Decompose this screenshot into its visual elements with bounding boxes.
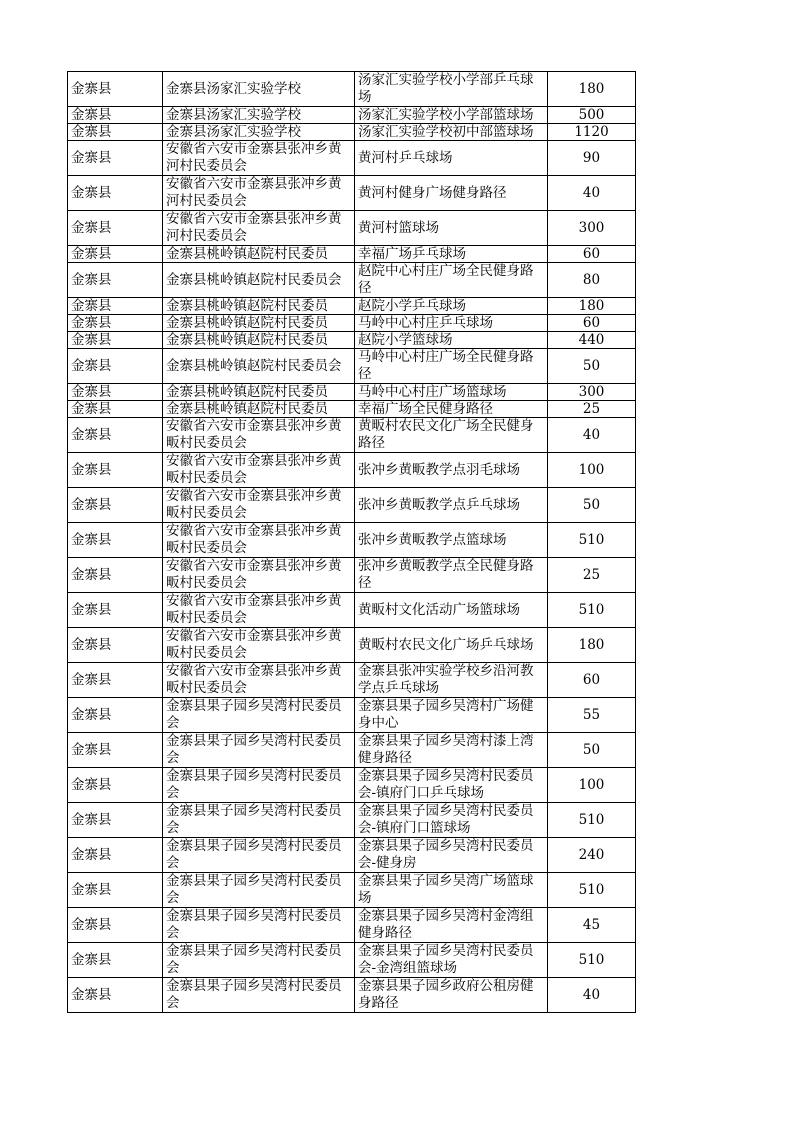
county-cell: 金寨县 bbox=[68, 628, 163, 663]
table-row bbox=[68, 315, 636, 332]
county-cell: 金寨县 bbox=[68, 908, 163, 943]
facility-table bbox=[67, 71, 636, 1013]
facility-cell: 黄河村篮球场 bbox=[355, 211, 548, 246]
table-row bbox=[68, 401, 636, 418]
county-cell: 金寨县 bbox=[68, 246, 163, 263]
table-row bbox=[68, 838, 636, 873]
county-cell: 金寨县 bbox=[68, 418, 163, 453]
organization-cell: 金寨县果子园乡吴湾村民委员会 bbox=[163, 733, 355, 768]
table-row bbox=[68, 141, 636, 176]
table-row bbox=[68, 349, 636, 384]
facility-cell: 金寨县果子园乡吴湾村漆上湾健身路径 bbox=[355, 733, 548, 768]
table-row bbox=[68, 768, 636, 803]
area-cell: 50 bbox=[548, 349, 636, 384]
table-row bbox=[68, 663, 636, 698]
organization-cell: 金寨县桃岭镇赵院村民委员会 bbox=[163, 263, 355, 298]
county-cell: 金寨县 bbox=[68, 488, 163, 523]
facility-cell: 金寨县果子园乡吴湾村民委员会-镇府门口乒乓球场 bbox=[355, 768, 548, 803]
county-cell: 金寨县 bbox=[68, 838, 163, 873]
county-cell: 金寨县 bbox=[68, 768, 163, 803]
table-row bbox=[68, 873, 636, 908]
facility-cell: 张冲乡黄畈教学点乒乓球场 bbox=[355, 488, 548, 523]
organization-cell: 金寨县桃岭镇赵院村民委员 bbox=[163, 401, 355, 418]
organization-cell: 金寨县果子园乡吴湾村民委员会 bbox=[163, 838, 355, 873]
facility-cell: 张冲乡黄畈教学点篮球场 bbox=[355, 523, 548, 558]
table-row bbox=[68, 523, 636, 558]
facility-cell: 黄畈村农民文化广场全民健身路径 bbox=[355, 418, 548, 453]
county-cell: 金寨县 bbox=[68, 315, 163, 332]
facility-cell: 金寨县果子园乡吴湾村民委员会-镇府门口篮球场 bbox=[355, 803, 548, 838]
table-row bbox=[68, 803, 636, 838]
facility-cell: 黄畈村文化活动广场篮球场 bbox=[355, 593, 548, 628]
facility-cell: 张冲乡黄畈教学点全民健身路径 bbox=[355, 558, 548, 593]
area-cell: 50 bbox=[548, 488, 636, 523]
organization-cell: 金寨县果子园乡吴湾村民委员会 bbox=[163, 768, 355, 803]
table-row bbox=[68, 263, 636, 298]
county-cell: 金寨县 bbox=[68, 124, 163, 141]
facility-cell: 马岭中心村庄广场全民健身路径 bbox=[355, 349, 548, 384]
county-cell: 金寨县 bbox=[68, 384, 163, 401]
organization-cell: 金寨县果子园乡吴湾村民委员会 bbox=[163, 908, 355, 943]
facility-cell: 金寨县张冲实验学校乡沿河教学点乒乓球场 bbox=[355, 663, 548, 698]
organization-cell: 安徽省六安市金寨县张冲乡黄畈村民委员会 bbox=[163, 593, 355, 628]
table-body bbox=[68, 72, 636, 1013]
area-cell: 55 bbox=[548, 698, 636, 733]
county-cell: 金寨县 bbox=[68, 72, 163, 107]
organization-cell: 金寨县果子园乡吴湾村民委员会 bbox=[163, 943, 355, 978]
facility-cell: 赵院小学乒乓球场 bbox=[355, 298, 548, 315]
county-cell: 金寨县 bbox=[68, 141, 163, 176]
table-row bbox=[68, 298, 636, 315]
facility-cell: 赵院小学篮球场 bbox=[355, 332, 548, 349]
table-row bbox=[68, 107, 636, 124]
facility-cell: 黄河村健身广场健身路径 bbox=[355, 176, 548, 211]
area-cell: 100 bbox=[548, 453, 636, 488]
facility-cell: 汤家汇实验学校小学部乒乓球场 bbox=[355, 72, 548, 107]
county-cell: 金寨县 bbox=[68, 107, 163, 124]
county-cell: 金寨县 bbox=[68, 978, 163, 1013]
facility-cell: 黄河村乒乓球场 bbox=[355, 141, 548, 176]
organization-cell: 安徽省六安市金寨县张冲乡黄畈村民委员会 bbox=[163, 453, 355, 488]
area-cell: 90 bbox=[548, 141, 636, 176]
facility-cell: 汤家汇实验学校初中部篮球场 bbox=[355, 124, 548, 141]
facility-cell: 金寨县果子园乡吴湾村金湾组健身路径 bbox=[355, 908, 548, 943]
table-row bbox=[68, 246, 636, 263]
facility-cell: 金寨县果子园乡吴湾村民委员会-健身房 bbox=[355, 838, 548, 873]
facility-cell: 金寨县果子园乡吴湾村民委员会-金湾组篮球场 bbox=[355, 943, 548, 978]
area-cell: 40 bbox=[548, 176, 636, 211]
facility-cell: 幸福广场乒乓球场 bbox=[355, 246, 548, 263]
area-cell: 300 bbox=[548, 211, 636, 246]
facility-cell: 金寨县果子园乡政府公租房健身路径 bbox=[355, 978, 548, 1013]
table-row bbox=[68, 384, 636, 401]
area-cell: 60 bbox=[548, 315, 636, 332]
organization-cell: 金寨县果子园乡吴湾村民委员会 bbox=[163, 803, 355, 838]
area-cell: 510 bbox=[548, 943, 636, 978]
table-row bbox=[68, 332, 636, 349]
facility-cell: 马岭中心村庄乒乓球场 bbox=[355, 315, 548, 332]
area-cell: 440 bbox=[548, 332, 636, 349]
county-cell: 金寨县 bbox=[68, 558, 163, 593]
county-cell: 金寨县 bbox=[68, 401, 163, 418]
area-cell: 500 bbox=[548, 107, 636, 124]
facility-cell: 黄畈村农民文化广场乒乓球场 bbox=[355, 628, 548, 663]
area-cell: 180 bbox=[548, 298, 636, 315]
area-cell: 180 bbox=[548, 72, 636, 107]
facility-cell: 张冲乡黄畈教学点羽毛球场 bbox=[355, 453, 548, 488]
table-row bbox=[68, 176, 636, 211]
facility-cell: 金寨县果子园乡吴湾村广场健身中心 bbox=[355, 698, 548, 733]
county-cell: 金寨县 bbox=[68, 943, 163, 978]
area-cell: 25 bbox=[548, 401, 636, 418]
area-cell: 510 bbox=[548, 593, 636, 628]
table-row bbox=[68, 943, 636, 978]
table-row bbox=[68, 558, 636, 593]
county-cell: 金寨县 bbox=[68, 663, 163, 698]
organization-cell: 金寨县桃岭镇赵院村民委员 bbox=[163, 246, 355, 263]
county-cell: 金寨县 bbox=[68, 176, 163, 211]
table-row bbox=[68, 211, 636, 246]
organization-cell: 金寨县桃岭镇赵院村民委员 bbox=[163, 332, 355, 349]
area-cell: 1120 bbox=[548, 124, 636, 141]
county-cell: 金寨县 bbox=[68, 211, 163, 246]
organization-cell: 安徽省六安市金寨县张冲乡黄畈村民委员会 bbox=[163, 523, 355, 558]
organization-cell: 金寨县汤家汇实验学校 bbox=[163, 72, 355, 107]
table-row bbox=[68, 733, 636, 768]
county-cell: 金寨县 bbox=[68, 733, 163, 768]
facility-cell: 汤家汇实验学校小学部篮球场 bbox=[355, 107, 548, 124]
table-row bbox=[68, 124, 636, 141]
county-cell: 金寨县 bbox=[68, 873, 163, 908]
facility-cell: 赵院中心村庄广场全民健身路径 bbox=[355, 263, 548, 298]
organization-cell: 安徽省六安市金寨县张冲乡黄畈村民委员会 bbox=[163, 628, 355, 663]
area-cell: 100 bbox=[548, 768, 636, 803]
organization-cell: 金寨县桃岭镇赵院村民委员 bbox=[163, 384, 355, 401]
facility-cell: 马岭中心村庄广场篮球场 bbox=[355, 384, 548, 401]
table-row bbox=[68, 418, 636, 453]
area-cell: 510 bbox=[548, 523, 636, 558]
area-cell: 40 bbox=[548, 418, 636, 453]
organization-cell: 金寨县汤家汇实验学校 bbox=[163, 124, 355, 141]
organization-cell: 金寨县果子园乡吴湾村民委员会 bbox=[163, 698, 355, 733]
area-cell: 45 bbox=[548, 908, 636, 943]
table-row bbox=[68, 488, 636, 523]
table-row bbox=[68, 908, 636, 943]
county-cell: 金寨县 bbox=[68, 298, 163, 315]
organization-cell: 金寨县桃岭镇赵院村民委员会 bbox=[163, 349, 355, 384]
area-cell: 510 bbox=[548, 873, 636, 908]
area-cell: 80 bbox=[548, 263, 636, 298]
organization-cell: 安徽省六安市金寨县张冲乡黄畈村民委员会 bbox=[163, 663, 355, 698]
county-cell: 金寨县 bbox=[68, 593, 163, 628]
table-row bbox=[68, 978, 636, 1013]
table-row bbox=[68, 628, 636, 663]
area-cell: 25 bbox=[548, 558, 636, 593]
organization-cell: 安徽省六安市金寨县张冲乡黄畈村民委员会 bbox=[163, 558, 355, 593]
table-row bbox=[68, 593, 636, 628]
county-cell: 金寨县 bbox=[68, 698, 163, 733]
organization-cell: 金寨县果子园乡吴湾村民委员会 bbox=[163, 873, 355, 908]
table-row bbox=[68, 72, 636, 107]
area-cell: 40 bbox=[548, 978, 636, 1013]
facility-cell: 金寨县果子园乡吴湾广场篮球场 bbox=[355, 873, 548, 908]
area-cell: 50 bbox=[548, 733, 636, 768]
table-row bbox=[68, 453, 636, 488]
county-cell: 金寨县 bbox=[68, 263, 163, 298]
organization-cell: 金寨县汤家汇实验学校 bbox=[163, 107, 355, 124]
organization-cell: 安徽省六安市金寨县张冲乡黄畈村民委员会 bbox=[163, 418, 355, 453]
table-row bbox=[68, 698, 636, 733]
organization-cell: 金寨县桃岭镇赵院村民委员 bbox=[163, 298, 355, 315]
area-cell: 240 bbox=[548, 838, 636, 873]
county-cell: 金寨县 bbox=[68, 349, 163, 384]
organization-cell: 金寨县果子园乡吴湾村民委员会 bbox=[163, 978, 355, 1013]
area-cell: 60 bbox=[548, 663, 636, 698]
area-cell: 510 bbox=[548, 803, 636, 838]
county-cell: 金寨县 bbox=[68, 523, 163, 558]
area-cell: 60 bbox=[548, 246, 636, 263]
organization-cell: 安徽省六安市金寨县张冲乡黄河村民委员会 bbox=[163, 211, 355, 246]
organization-cell: 安徽省六安市金寨县张冲乡黄河村民委员会 bbox=[163, 141, 355, 176]
county-cell: 金寨县 bbox=[68, 803, 163, 838]
area-cell: 300 bbox=[548, 384, 636, 401]
organization-cell: 安徽省六安市金寨县张冲乡黄畈村民委员会 bbox=[163, 488, 355, 523]
area-cell: 180 bbox=[548, 628, 636, 663]
county-cell: 金寨县 bbox=[68, 332, 163, 349]
county-cell: 金寨县 bbox=[68, 453, 163, 488]
facility-cell: 幸福广场全民健身路径 bbox=[355, 401, 548, 418]
organization-cell: 安徽省六安市金寨县张冲乡黄河村民委员会 bbox=[163, 176, 355, 211]
organization-cell: 金寨县桃岭镇赵院村民委员 bbox=[163, 315, 355, 332]
